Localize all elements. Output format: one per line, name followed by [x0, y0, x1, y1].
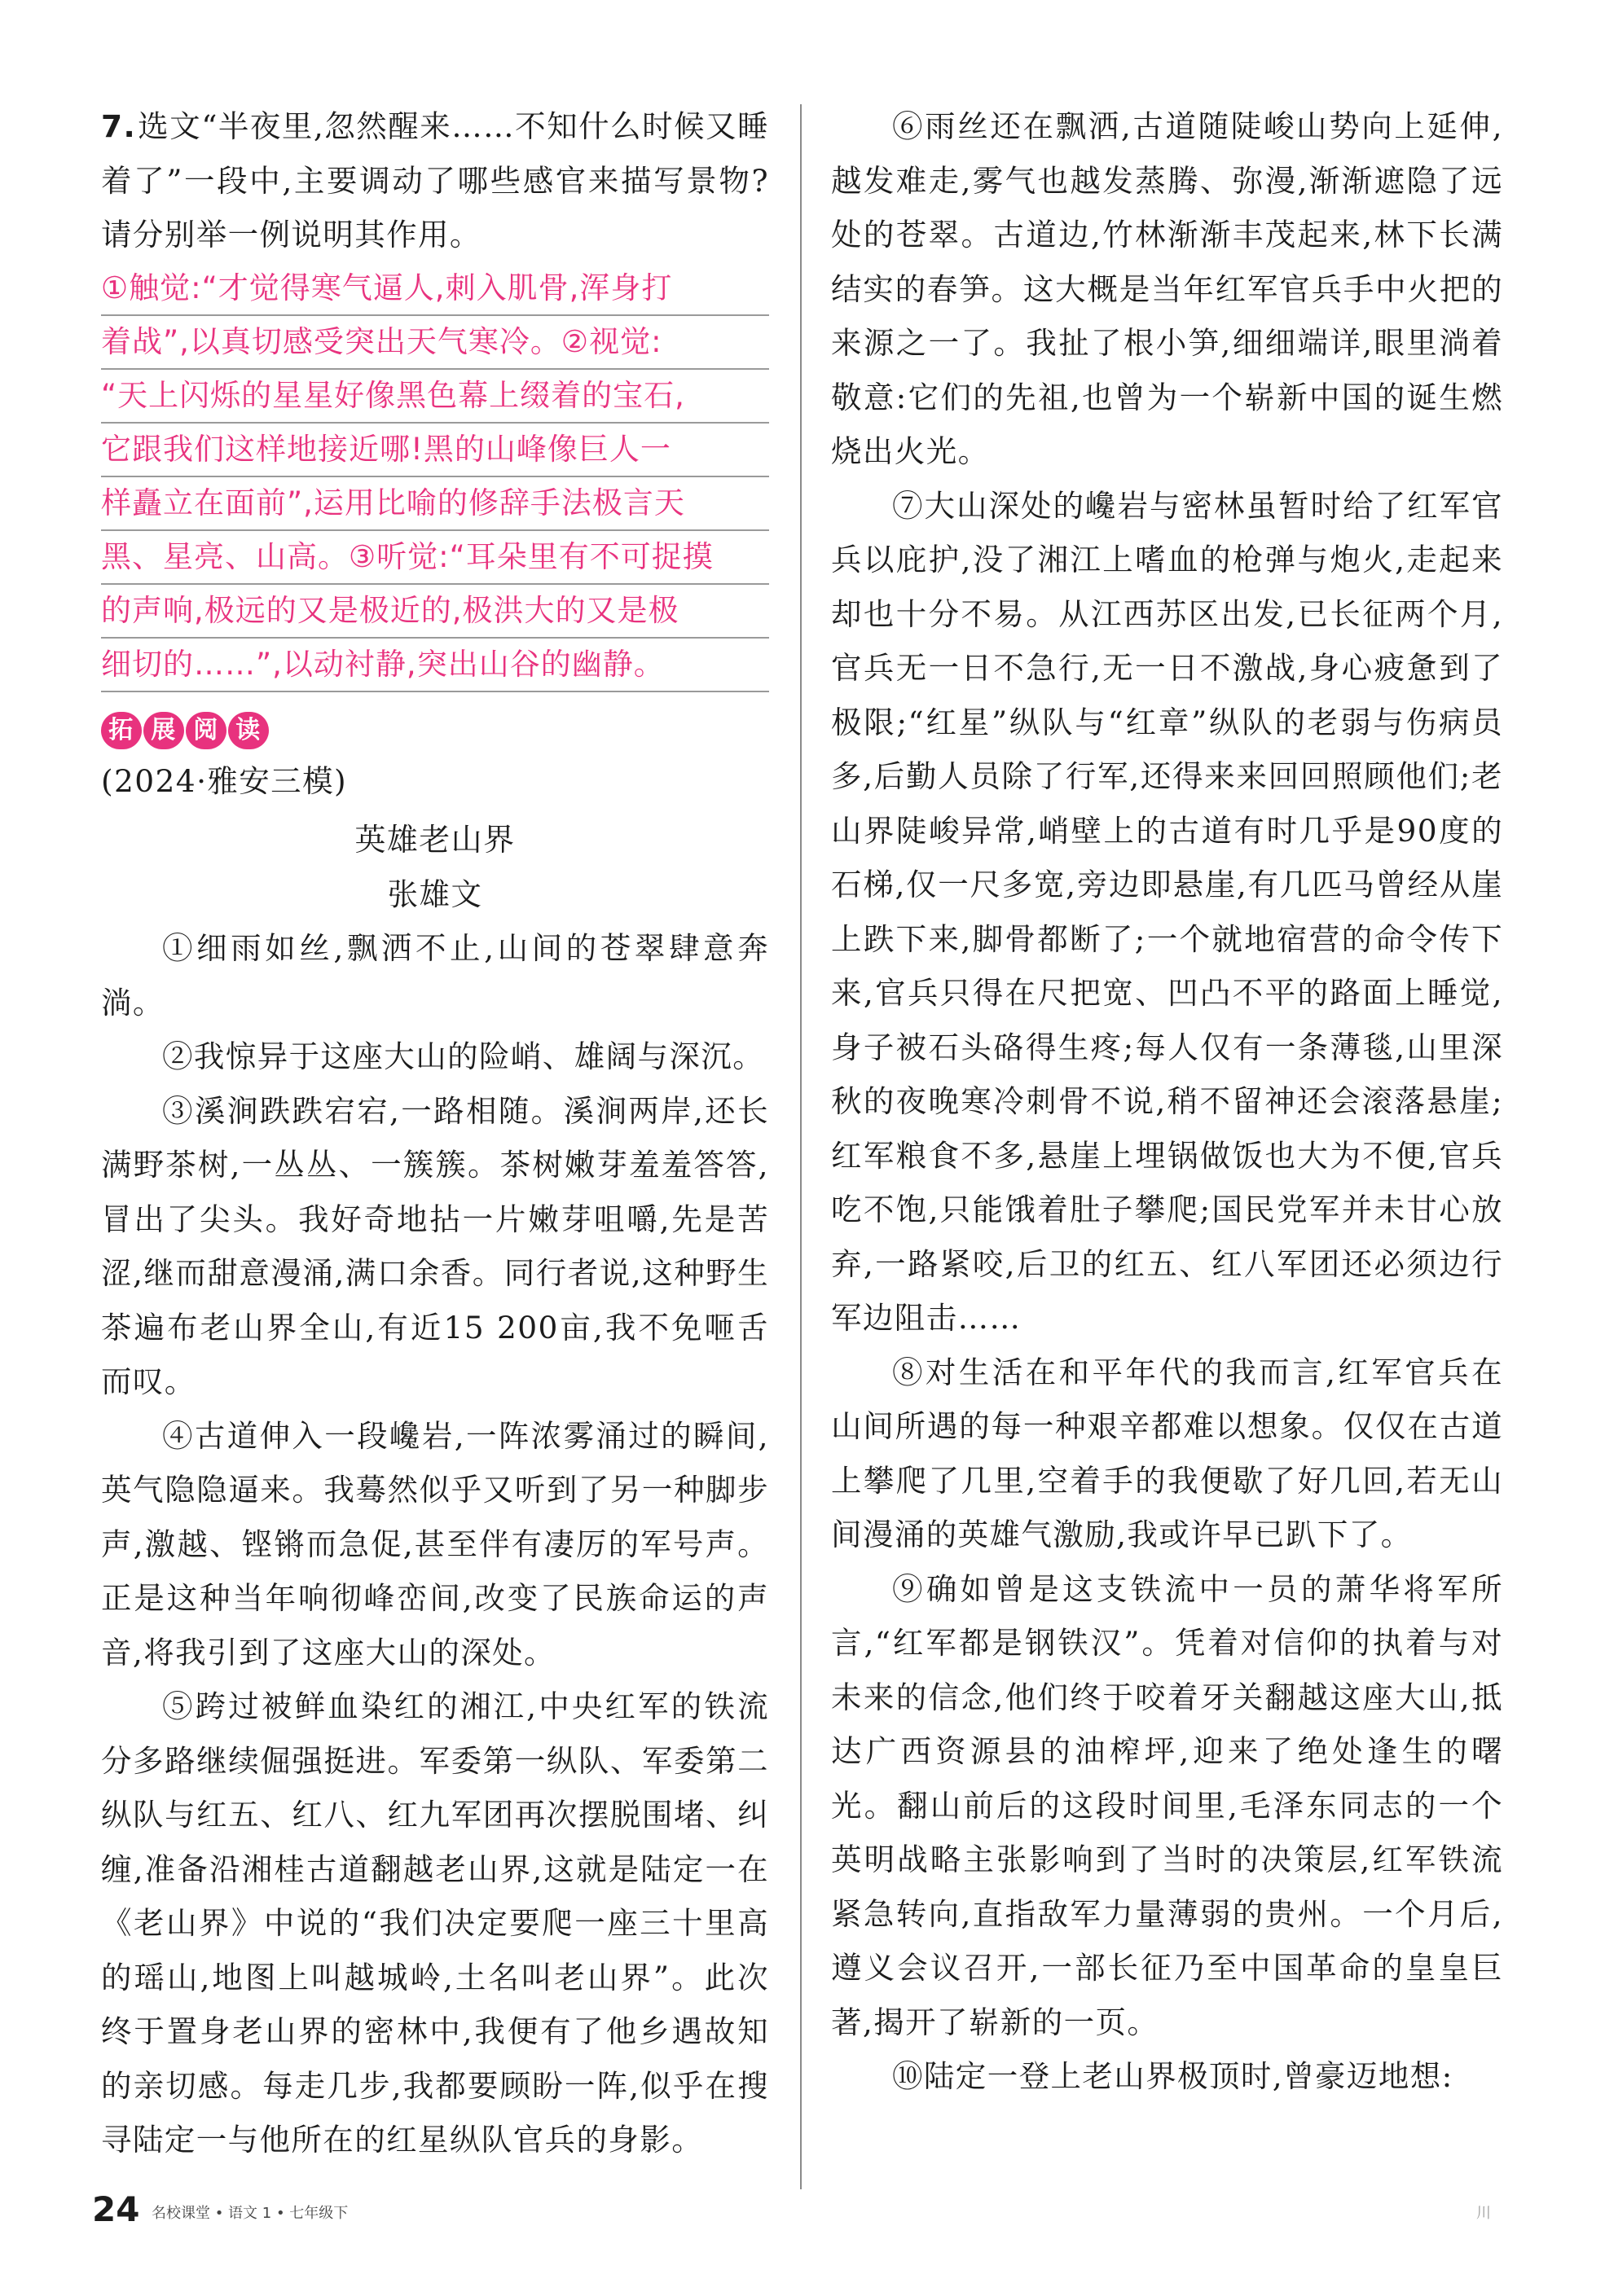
question-number: 7. [101, 108, 137, 144]
right-column [831, 99, 1503, 2104]
article-author: 张雄文 [387, 876, 483, 912]
answer-line: 细切的……”,以动衬静,突出山谷的幽静。 [101, 639, 769, 692]
answer-line: 着战”,以真切感受突出天气寒冷。②视觉: [101, 316, 769, 370]
paragraph: ⑥雨丝还在飘洒,古道随陡峻山势向上延伸,越发难走,雾气也越发蒸腾、弥漫,渐渐遮隐了远处的苍翠。古道边,竹林渐渐丰茂起来,林下长满结实的春笋。这大概是当年红军官兵手中火把的来源之一了。我扯了根小笋,细细端详,眼里淌着敬意:它们的先祖,也曾为一个崭新中国的诞生燃烧出火光。 [831, 108, 1503, 469]
answer-line: 黑、星亮、山高。③听觉:“耳朵里有不可捉摸 [101, 531, 769, 585]
badge-char: 展 [143, 712, 184, 749]
region-mark: 川 [1476, 2205, 1491, 2222]
paragraph: ⑦大山深处的巉岩与密林虽暂时给了红军官兵以庇护,没了湘江上嗜血的枪弹与炮火,走起来却也十分不易。从江西苏区出发,已长征两个月,官兵无一日不急行,无一日不激战,身心疲惫到了极限;“红星”纵队与“红章”纵队的老弱与伤病员多,后勤人员除了行军,还得来来回回照顾他们;老山界陡峻异常,峭壁上的古道有时几乎是90度的石梯,仅一尺多宽,旁边即悬崖,有几匹马曾经从崖上跌下来,脚骨都断了;一个就地宿营的命令传下来,官兵只得在尺把宽、凹凸不平的路面上睡觉,身子被石头硌得生疼;每人仅有一条薄毯,山里深秋的夜晚寒冷刺骨不说,稍不留神还会滚落悬崖;红军粮食不多,悬崖上埋锅做饭也大为不便,官兵吃不饱,只能饿着肚子攀爬;国民党军并未甘心放弃,一路紧咬,后卫的红五、红八军团还必须边行军边阻击…… [831, 487, 1503, 1336]
answer-line: 的声响,极远的又是极近的,极洪大的又是极 [101, 585, 769, 639]
article-title: 英雄老山界 [354, 822, 516, 858]
answer-line: 样矗立在面前”,运用比喻的修辞手法极言天 [101, 477, 769, 531]
badge-char: 阅 [186, 712, 226, 749]
paragraph: ⑩陆定一登上老山界极顶时,曾豪迈地想: [892, 2058, 1453, 2094]
badge-char: 读 [228, 712, 269, 749]
paragraph: ⑧对生活在和平年代的我而言,红军官兵在山间所遇的每一种艰辛都难以想象。仅仅在古道上攀爬了几里,空着手的我便歇了好几回,若无山间漫涌的英雄气激励,我或许早已趴下了。 [831, 1354, 1503, 1552]
source-note: (2024·雅安三模) [101, 762, 348, 799]
paragraph: ⑤跨过被鲜血染红的湘江,中央红军的铁流分多路继续倔强挺进。军委第一纵队、军委第二纵队与红五、红八、红九军团再次摆脱围堵、纠缠,准备沿湘桂古道翻越老山界,这就是陆定一在《老山界》中说的“我们决定要爬一座三十里高的瑶山,地图上叫越城岭,土名叫老山界”。此次终于置身老山界的密林中,我便有了他乡遇故知的亲切感。每走几步,我都要顾盼一阵,似乎在搜寻陆定一与他所在的红星纵队官兵的身影。 [101, 1688, 769, 2158]
paragraph: ②我惊异于这座大山的险峭、雄阔与深沉。 [162, 1038, 765, 1074]
answer-line: ①触觉:“才觉得寒气逼人,刺入肌骨,浑身打 [101, 262, 769, 316]
page-number: 24 [92, 2189, 140, 2229]
paragraph: ⑨确如曾是这支铁流中一员的萧华将军所言,“红军都是钢铁汉”。凭着对信仰的执着与对未来的信念,他们终于咬着牙关翻越这座大山,抵达广西资源县的油榨坪,迎来了绝处逢生的曙光。翻山前后的这段时间里,毛泽东同志的一个英明战略主张影响到了当时的决策层,红军铁流紧急转向,直指敌军力量薄弱的贵州。一个月后,遵义会议召开,一部长征乃至中国革命的皇皇巨著,揭开了崭新的一页。 [831, 1570, 1503, 2040]
answer-block [101, 262, 769, 692]
answer-line: 它跟我们这样地接近哪!黑的山峰像巨人一 [101, 424, 769, 477]
paragraph: ①细雨如丝,飘洒不止,山间的苍翠肆意奔淌。 [101, 930, 769, 1021]
badge-char: 拓 [101, 712, 142, 749]
left-column [101, 99, 769, 2167]
paragraph: ③溪涧跌跌宕宕,一路相随。溪涧两岸,还长满野茶树,一丛丛、一簇簇。茶树嫩芽羞羞答答,冒出了尖头。我好奇地拈一片嫩芽咀嚼,先是苦涩,继而甜意漫涌,满口余香。同行者说,这种野生茶遍布老山界全山,有近15 200亩,我不免咂舌而叹。 [101, 1092, 769, 1399]
question-7 [101, 99, 769, 262]
section-badge [101, 712, 769, 749]
book-footer: 名校课堂 • 语文 1 • 七年级下 [152, 2205, 349, 2222]
column-divider [800, 104, 802, 2189]
answer-line: “天上闪烁的星星好像黑色幕上缀着的宝石, [101, 370, 769, 424]
question-text: 选文“半夜里,忽然醒来……不知什么时候又睡着了”一段中,主要调动了哪些感官来描写景物?请分别举一例说明其作用。 [101, 108, 769, 252]
paragraph: ④古道伸入一段巉岩,一阵浓雾涌过的瞬间,英气隐隐逼来。我蓦然似乎又听到了另一种脚步声,激越、铿锵而急促,甚至伴有凄厉的军号声。正是这种当年响彻峰峦间,改变了民族命运的声音,将我引到了这座大山的深处。 [101, 1417, 769, 1670]
